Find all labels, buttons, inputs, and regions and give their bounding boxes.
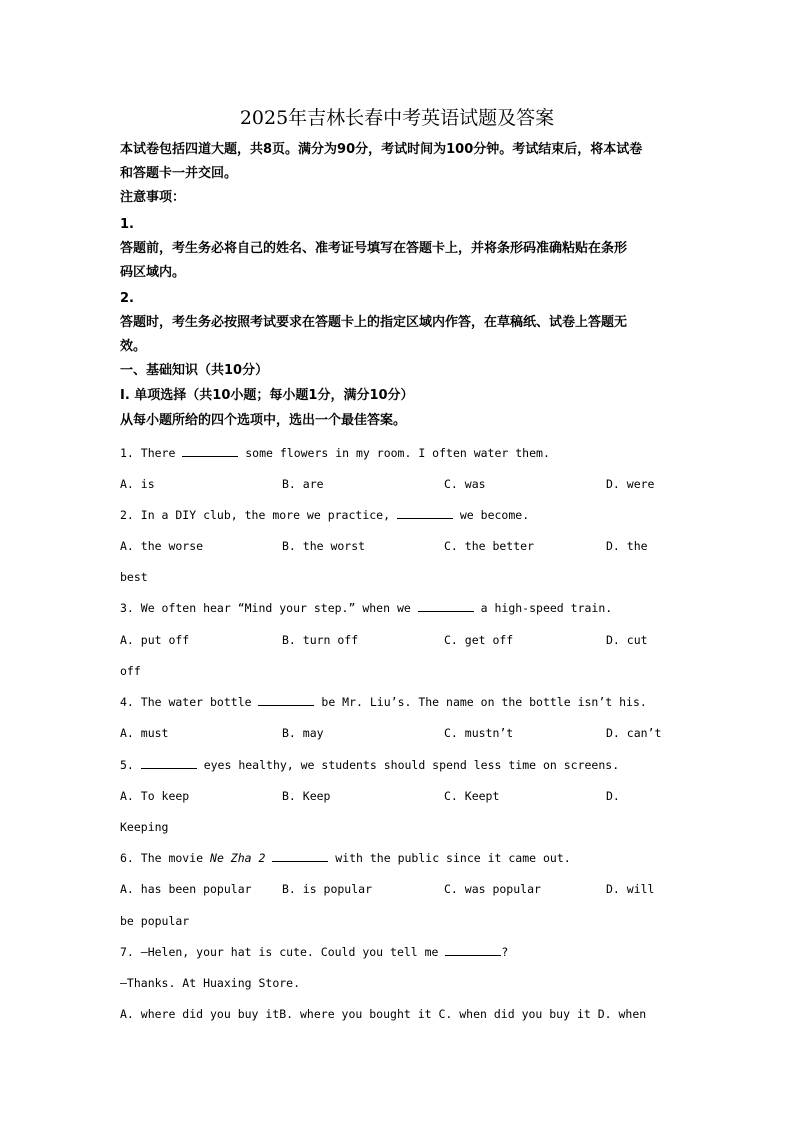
q4-option-c: C. mustn’t [444,726,514,740]
q6-option-a: A. has been popular [120,882,252,896]
question-4 [120,692,647,712]
q2-option-d: D. the [606,539,648,553]
question-7-stem-start: 7. —Helen, your hat is cute. Could you tell me [120,945,446,959]
q6-option-c: C. was popular [444,882,541,896]
q3-option-a: A. put off [120,633,190,647]
question-3-stem-end: a high-speed train. [473,601,613,615]
notice-item-1-line-1: 答题前，考生务必将自己的姓名、准考证号填写在答题卡上，并将条形码准确粘贴在条形 [120,241,628,256]
q6-option-d: D. will [606,882,655,896]
intro-line-1: 本试卷包括四道大题，共8页。满分为90分，考试时间为100分钟。考试结束后，将本试卷 [120,142,643,157]
question-4-stem-end: be Mr. Liu’s. The name on the bottle isn’t his. [314,695,647,709]
q4-option-b: B. may [282,726,324,740]
q3-option-d-continued: off [120,664,141,678]
page-title: 2025年吉林长春中考英语试题及答案 [239,107,555,129]
question-2-stem-end: we become. [452,508,530,522]
question-1-stem-start: 1. There [120,446,183,460]
q5-option-b: B. Keep [282,789,331,803]
q2-option-c: C. the better [444,539,535,553]
q5-option-c: C. Keept [444,789,500,803]
answer-blank [418,601,474,612]
question-6 [120,848,571,868]
q6-option-b: B. is popular [282,882,373,896]
question-2-stem-start: 2. In a DIY club, the more we practice, [120,508,397,522]
q2-option-d-continued: best [120,570,148,584]
part-heading: Ⅰ. 单项选择（共10小题；每小题1分，满分10分） [120,388,414,403]
answer-blank [272,851,328,862]
q1-option-a: A. is [120,477,155,491]
answer-blank [182,446,238,457]
q2-option-b: B. the worst [282,539,366,553]
q1-option-d: D. were [606,477,655,491]
answer-blank [445,945,501,956]
intro-line-2: 和答题卡一并交回。 [120,166,238,181]
answer-blank [397,508,453,519]
q5-option-d-continued: Keeping [120,820,169,834]
q2-option-a: A. the worse [120,539,204,553]
q5-option-d: D. [606,789,620,803]
notice-item-1-line-2: 码区域内。 [120,265,186,280]
question-7 [120,942,508,962]
q3-option-d: D. cut [606,633,648,647]
answer-blank [258,695,314,706]
q6-option-d-continued: be popular [120,914,190,928]
notice-heading: 注意事项： [120,190,186,205]
question-4-stem-start: 4. The water bottle [120,695,259,709]
instruction-text: 从每小题所给的四个选项中，选出一个最佳答案。 [120,413,407,428]
question-3-stem-start: 3. We often hear “Mind your step.” when we [120,601,418,615]
question-7-stem-end: ? [501,945,509,959]
question-5-stem-end: eyes healthy, we students should spend less time on screens. [196,758,620,772]
notice-item-2-line-2: 效。 [120,339,147,354]
q3-option-b: B. turn off [282,633,359,647]
q7-options-line: A. where did you buy itB. where you bought it C. when did you buy it D. when [120,1007,647,1021]
question-2 [120,505,529,525]
section-heading: 一、基础知识（共10分） [120,363,269,378]
answer-blank [141,758,197,769]
question-6-stem-start: 6. The movie [120,851,211,865]
notice-item-1-number: 1. [120,217,134,232]
q1-option-c: C. was [444,477,486,491]
question-7-reply: —Thanks. At Huaxing Store. [120,976,301,990]
question-3 [120,598,612,618]
question-5-stem-start: 5. [120,758,141,772]
q4-option-a: A. must [120,726,169,740]
q1-option-b: B. are [282,477,324,491]
question-5 [120,755,619,775]
notice-item-2-line-1: 答题时，考生务必按照考试要求在答题卡上的指定区域内作答，在草稿纸、试卷上答题无 [120,315,628,330]
movie-title: Ne Zha 2 [210,851,266,865]
q4-option-d: D. can’t [606,726,662,740]
q3-option-c: C. get off [444,633,514,647]
q5-option-a: A. To keep [120,789,190,803]
question-1-stem-end: some flowers in my room. I often water them. [238,446,550,460]
question-1 [120,443,550,463]
question-6-stem-end: with the public since it came out. [328,851,571,865]
notice-item-2-number: 2. [120,291,134,306]
